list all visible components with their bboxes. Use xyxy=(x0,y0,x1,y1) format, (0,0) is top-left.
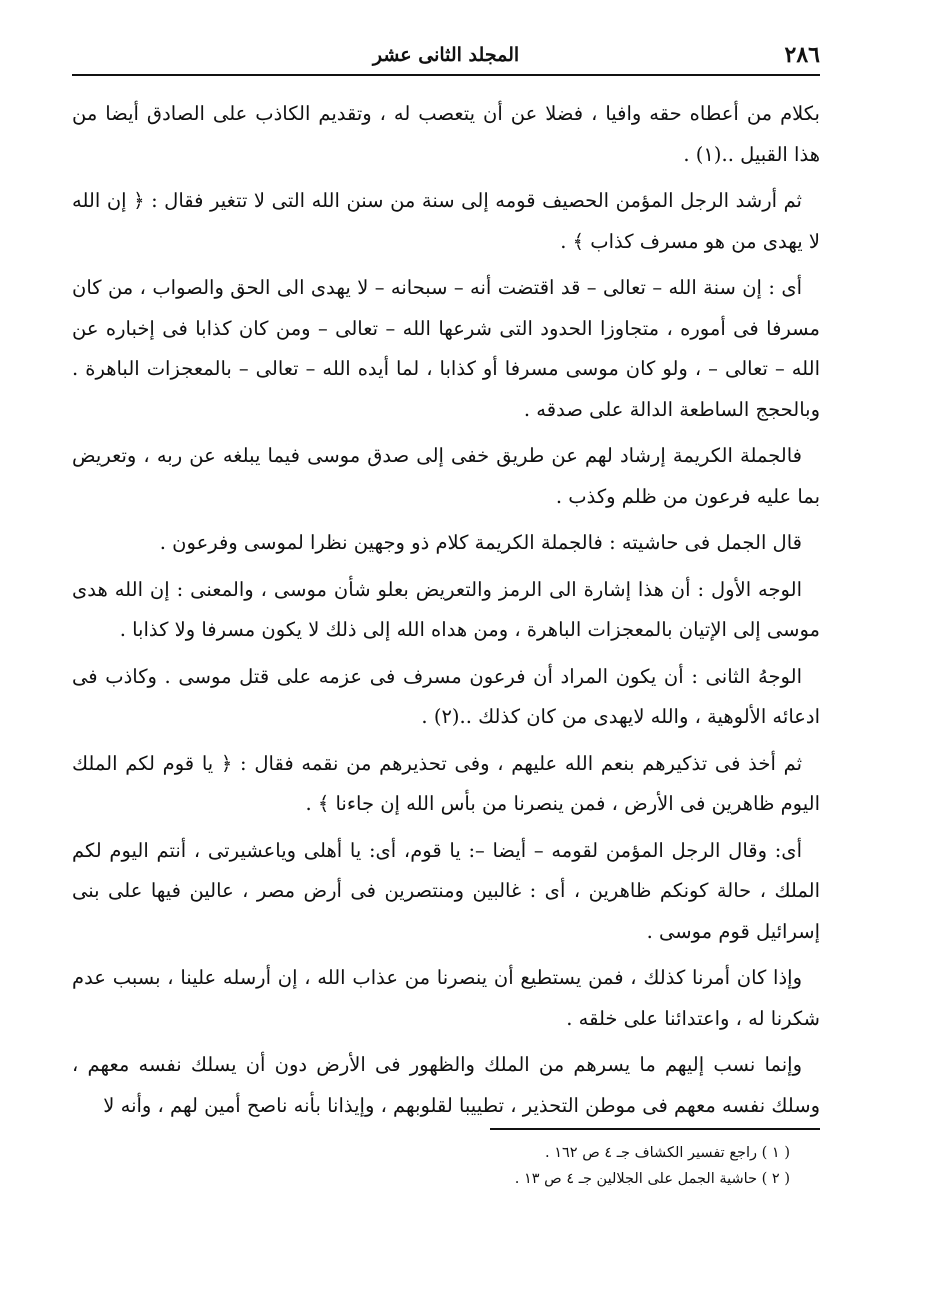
paragraph: أى : إن سنة الله – تعالى – قد اقتضت أنه – سبحانه – لا يهدى الى الحق والصواب ، من كان مسرفا فى أموره ، متجاوزا الحدود التى شرعها الله – تعالى – ومن كان كذابا فى إخباره عن الله – تعالى – ، ولو كان موسى مسرفا أو كذابا ، لما أيده الله – تعالى – بالمعجزات الباهرة . وبالحجج الساطعة الدالة على صدقه . xyxy=(72,276,820,421)
paragraph: وإذا كان أمرنا كذلك ، فمن يستطيع أن ينصرنا من عذاب الله ، إن أرسله علينا ، بسبب عدم شكرنا له ، واعتدائنا على خلقه . xyxy=(72,966,820,1030)
paragraph: فالجملة الكريمة إرشاد لهم عن طريق خفى إلى صدق موسى فيما يبلغه عن ربه ، وتعريض بما عليه فرعون من ظلم وكذب . xyxy=(72,444,820,508)
page-header xyxy=(72,40,820,76)
paragraph: الوجه الأول : أن هذا إشارة الى الرمز والتعريض بعلو شأن موسى ، والمعنى : إن الله هدى موسى إلى الإتيان بالمعجزات الباهرة ، ومن هداه الله إلى ذلك لا يكون مسرفا ولا كذابا . xyxy=(72,577,820,641)
paragraph: ثم أرشد الرجل المؤمن الحصيف قومه إلى سنة من سنن الله التى لا تتغير فقال : ﴿ إن الله لا يهدى من هو مسرف كذاب ﴾ . xyxy=(72,189,820,253)
running-title: المجلد الثانى عشر xyxy=(372,44,520,66)
paragraph: ثم أخذ فى تذكيرهم بنعم الله عليهم ، وفى تحذيرهم من نقمه فقال : ﴿ يا قوم لكم الملك اليوم ظاهرين فى الأرض ، فمن ينصرنا من بأس الله إن جاءنا ﴾ . xyxy=(72,751,820,815)
paragraph: قال الجمل فى حاشيته : فالجملة الكريمة كلام ذو وجهين نظرا لموسى وفرعون . xyxy=(159,531,802,554)
paragraph: الوجهُ الثانى : أن يكون المراد أن فرعون مسرف فى عزمه على قتل موسى . وكاذب فى ادعائه الألوهية ، والله لايهدى من كان كذلك ..(٢) . xyxy=(72,664,820,728)
paragraph: وإنما نسب إليهم ما يسرهم من الملك والظهور فى الأرض دون أن يسلك نفسه معهم ، وسلك نفسه معهم فى موطن التحذير ، تطييبا لقلوبهم ، وإيذانا بأنه ناصح أمين لهم ، وأنه لا xyxy=(72,1053,820,1117)
book-page xyxy=(72,40,820,1132)
footnote: ( ٢ ) حاشية الجمل على الجلالين جـ ٤ ص ١٣ . xyxy=(514,1171,790,1187)
footnotes xyxy=(72,1128,820,1192)
body-text xyxy=(72,94,820,1126)
paragraph: بكلام من أعطاه حقه وافيا ، فضلا عن أن يتعصب له ، وتقديم الكاذب على الصادق أيضا من هذا القبيل ..(١) . xyxy=(72,102,820,166)
footnote: ( ١ ) راجع تفسير الكشاف جـ ٤ ص ١٦٢ . xyxy=(545,1145,790,1161)
footnote-divider xyxy=(490,1128,820,1130)
paragraph: أى: وقال الرجل المؤمن لقومه – أيضا –: يا قوم، أى: يا أهلى وياعشيرتى ، أنتم اليوم لكم الملك ، حالة كونكم ظاهرين ، أى : غالبين ومنتصرين فى أرض مصر ، عالين فيها على بنى إسرائيل قوم موسى . xyxy=(72,838,820,943)
page-number: ٢٨٦ xyxy=(784,42,820,68)
